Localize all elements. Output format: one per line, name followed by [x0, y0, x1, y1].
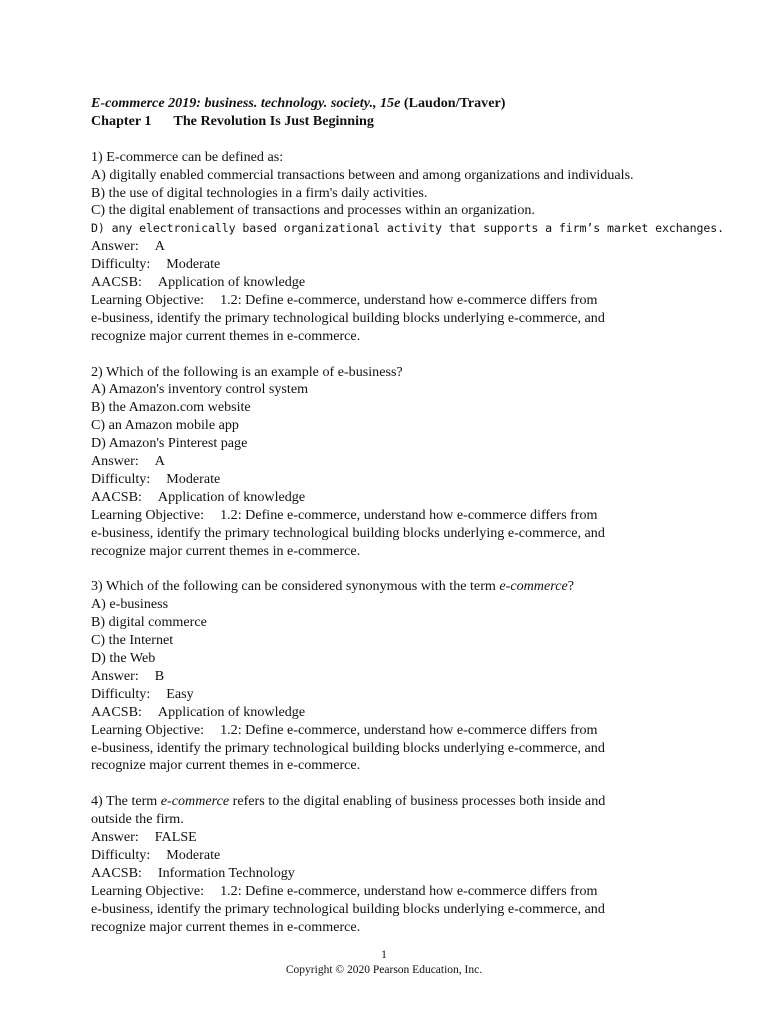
chapter-label: Chapter 1	[91, 112, 152, 129]
answer-line	[91, 668, 728, 686]
question-stem-line-2: outside the firm.	[91, 811, 184, 828]
option-c: C) an Amazon mobile app	[91, 417, 239, 434]
question-stem-after: refers to the digital enabling of business processes both inside and	[229, 793, 606, 810]
option-b: B) the use of digital technologies in a firm's daily activities.	[91, 184, 428, 201]
learning-objective-line-3: recognize major current themes in e-commerce.	[91, 757, 361, 774]
book-title: E-commerce 2019: business. technology. society., 15e	[91, 95, 401, 111]
aacsb-value: Information Technology	[157, 864, 295, 881]
learning-objective-line-3: recognize major current themes in e-commerce.	[91, 918, 361, 935]
learning-objective-line-3: recognize major current themes in e-commerce.	[91, 542, 361, 559]
difficulty-label: Difficulty:	[91, 847, 151, 863]
aacsb-line	[91, 865, 728, 883]
aacsb-value: Application of knowledge	[157, 488, 306, 505]
question-1	[91, 149, 728, 346]
question-stem: 2) Which of the following is an example of e-business?	[91, 363, 403, 380]
answer-value: A	[154, 238, 165, 255]
difficulty-value: Easy	[166, 685, 194, 702]
learning-objective-text: 1.2: Define e-commerce, understand how e-commerce differs from	[220, 506, 598, 523]
option-a: A) Amazon's inventory control system	[91, 381, 309, 398]
question-stem-before: 4) The term	[91, 793, 161, 810]
learning-objective-line-1	[91, 507, 728, 525]
difficulty-label: Difficulty:	[91, 685, 151, 702]
learning-objective-line-1	[91, 883, 728, 901]
learning-objective-text: 1.2: Define e-commerce, understand how e-commerce differs from	[220, 291, 598, 308]
aacsb-line	[91, 489, 728, 507]
option-a: A) e-business	[91, 596, 169, 613]
page-footer	[0, 948, 768, 978]
question-3	[91, 578, 728, 775]
aacsb-value: Application of knowledge	[157, 274, 306, 291]
learning-objective-line-2: e-business, identify the primary technological building blocks underlying e-commerce, and	[91, 900, 605, 917]
option-b: B) digital commerce	[91, 614, 207, 631]
book-authors: (Laudon/Traver)	[403, 95, 506, 111]
difficulty-label: Difficulty:	[91, 256, 151, 273]
option-a: A) digitally enabled commercial transactions between and among organizations and individuals.	[91, 166, 634, 183]
question-2	[91, 364, 728, 561]
answer-label: Answer:	[91, 238, 139, 255]
learning-objective-label: Learning Objective:	[91, 291, 205, 308]
answer-line	[91, 829, 728, 847]
aacsb-label: AACSB:	[91, 488, 142, 505]
question-stem	[91, 793, 728, 811]
difficulty-line	[91, 471, 728, 489]
answer-label: Answer:	[91, 667, 139, 684]
aacsb-label: AACSB:	[91, 274, 142, 291]
difficulty-line	[91, 686, 728, 704]
chapter-title: The Revolution Is Just Beginning	[173, 112, 374, 129]
copyright-notice: Copyright © 2020 Pearson Education, Inc.	[285, 964, 483, 976]
aacsb-line	[91, 704, 728, 722]
difficulty-value: Moderate	[166, 471, 221, 487]
answer-line	[91, 238, 728, 256]
option-b: B) the Amazon.com website	[91, 399, 251, 416]
question-stem	[91, 578, 728, 596]
difficulty-value: Moderate	[166, 256, 221, 273]
learning-objective-label: Learning Objective:	[91, 506, 205, 523]
learning-objective-line-1	[91, 722, 728, 740]
aacsb-line	[91, 274, 728, 292]
aacsb-label: AACSB:	[91, 864, 142, 881]
option-d: D) any electronically based organizational activity that supports a firm’s market exchanges.	[91, 221, 724, 236]
learning-objective-text: 1.2: Define e-commerce, understand how e-commerce differs from	[220, 882, 598, 899]
document-header	[91, 95, 728, 131]
chapter-heading	[91, 113, 728, 131]
learning-objective-label: Learning Objective:	[91, 882, 205, 899]
learning-objective-line-2: e-business, identify the primary technological building blocks underlying e-commerce, and	[91, 309, 605, 326]
aacsb-label: AACSB:	[91, 703, 142, 720]
learning-objective-line-2: e-business, identify the primary technological building blocks underlying e-commerce, and	[91, 524, 605, 541]
answer-line	[91, 453, 728, 471]
aacsb-value: Application of knowledge	[157, 703, 306, 720]
learning-objective-label: Learning Objective:	[91, 721, 205, 738]
question-stem-before: 3) Which of the following can be considered synonymous with the term	[91, 578, 500, 595]
answer-value: FALSE	[154, 829, 197, 846]
question-4	[91, 793, 728, 936]
question-stem-after: ?	[567, 578, 574, 595]
option-c: C) the digital enablement of transactions and processes within an organization.	[91, 202, 535, 219]
difficulty-value: Moderate	[166, 847, 221, 863]
difficulty-line	[91, 256, 728, 274]
page-number: 1	[381, 949, 387, 961]
option-d: D) the Web	[91, 650, 156, 667]
option-d: D) Amazon's Pinterest page	[91, 435, 248, 452]
learning-objective-line-1	[91, 292, 728, 310]
difficulty-label: Difficulty:	[91, 471, 151, 487]
option-c: C) the Internet	[91, 632, 174, 649]
question-stem-italic-term: e-commerce	[499, 578, 568, 595]
question-stem-italic-term: e-commerce	[160, 793, 230, 810]
answer-label: Answer:	[91, 453, 139, 470]
difficulty-line	[91, 847, 728, 865]
question-stem: 1) E-commerce can be defined as:	[91, 148, 284, 165]
answer-value: B	[154, 667, 165, 684]
learning-objective-line-2: e-business, identify the primary technological building blocks underlying e-commerce, and	[91, 739, 605, 756]
learning-objective-line-3: recognize major current themes in e-commerce.	[91, 327, 361, 344]
learning-objective-text: 1.2: Define e-commerce, understand how e-commerce differs from	[220, 721, 598, 738]
answer-label: Answer:	[91, 829, 139, 846]
answer-value: A	[154, 453, 165, 470]
book-title-line	[91, 95, 728, 113]
